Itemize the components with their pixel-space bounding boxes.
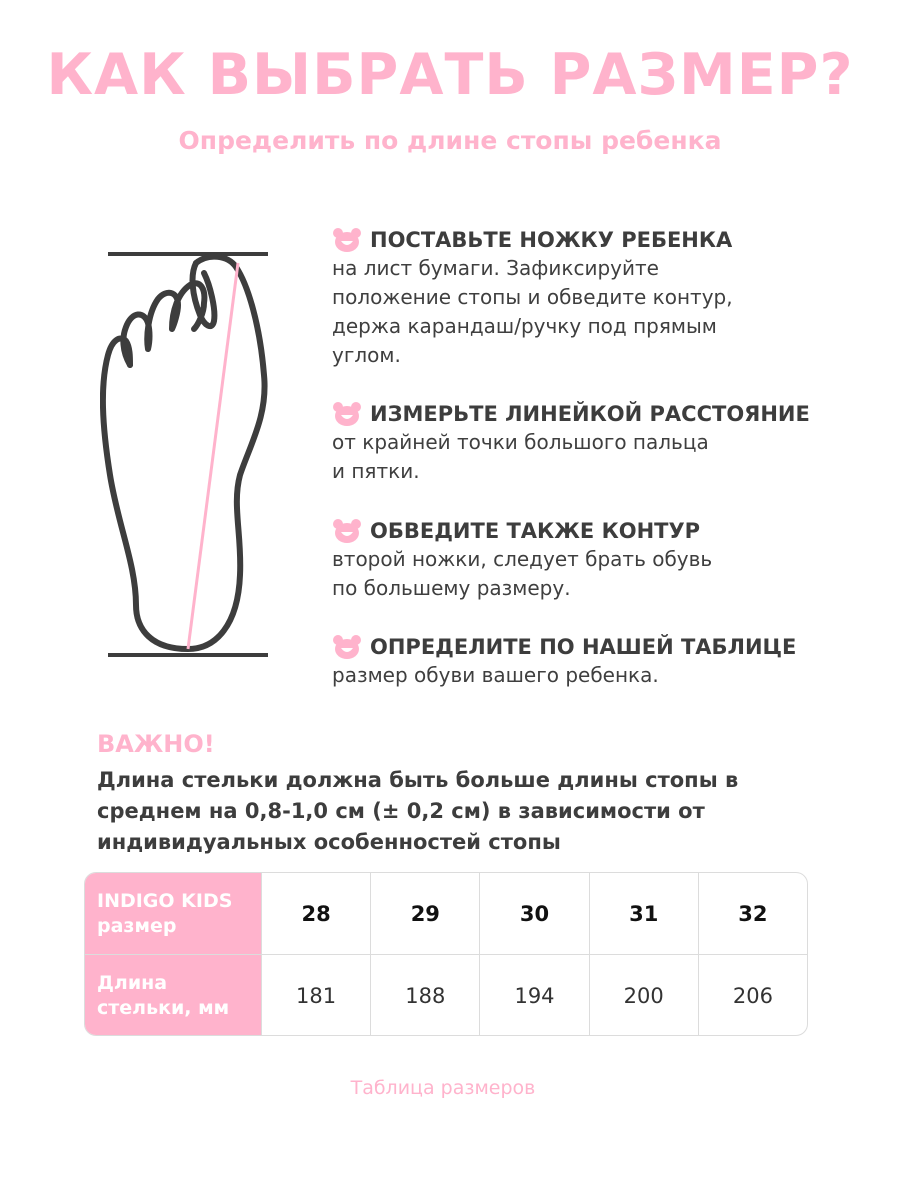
length-row-header	[85, 955, 261, 1036]
step-3-heading: ОБВЕДИТЕ ТАКЖЕ КОНТУР	[370, 519, 701, 543]
length-cell: 188	[370, 955, 479, 1036]
bear-head-icon	[332, 634, 362, 660]
size-cell: 29	[370, 873, 479, 954]
step-1-heading: ПОСТАВЬТЕ НОЖКУ РЕБЕНКА	[370, 228, 733, 252]
size-row-header-line1: INDIGO KIDS	[97, 889, 233, 912]
length-cell: 200	[589, 955, 698, 1036]
important-text: Длина стельки должна быть больше длины стопы в среднем на 0,8-1,0 см (± 0,2 см) в зависимости от индивидуальных особенностей стопы	[97, 768, 739, 854]
length-row-header-line1: Длина	[97, 971, 168, 994]
table-caption: Таблица размеров	[350, 1077, 536, 1099]
step-4-text: размер обуви вашего ребенка.	[332, 663, 659, 687]
size-row-header	[85, 873, 261, 954]
length-cell: 206	[698, 955, 807, 1036]
page-subtitle: Определить по длине стопы ребенка	[178, 126, 722, 155]
size-cell: 31	[589, 873, 698, 954]
length-row	[85, 954, 807, 1036]
step-3-text: второй ножки, следует брать обувь по большему размеру.	[332, 547, 713, 600]
size-row-header-line2: размер	[97, 914, 177, 937]
length-cell: 194	[479, 955, 588, 1036]
size-cell: 30	[479, 873, 588, 954]
step-4	[332, 633, 852, 690]
step-2	[332, 400, 852, 486]
length-cell: 181	[261, 955, 370, 1036]
page-title: КАК ВЫБРАТЬ РАЗМЕР?	[46, 42, 854, 108]
step-2-text: от крайней точки большого пальца и пятки.	[332, 430, 709, 483]
step-1	[332, 226, 852, 370]
important-title: ВАЖНО!	[97, 730, 215, 758]
size-table	[84, 872, 808, 1036]
step-4-heading: ОПРЕДЕЛИТЕ ПО НАШЕЙ ТАБЛИЦЕ	[370, 635, 797, 659]
size-row	[85, 873, 807, 954]
size-cell: 28	[261, 873, 370, 954]
step-2-heading: ИЗМЕРЬТЕ ЛИНЕЙКОЙ РАССТОЯНИЕ	[370, 402, 810, 426]
step-3	[332, 517, 852, 603]
step-1-text: на лист бумаги. Зафиксируйте положение стопы и обведите контур, держа карандаш/ручку под прямым углом.	[332, 256, 733, 367]
bear-head-icon	[332, 401, 362, 427]
size-cell: 32	[698, 873, 807, 954]
length-row-header-line2: стельки, мм	[97, 996, 230, 1019]
bear-head-icon	[332, 518, 362, 544]
bear-head-icon	[332, 227, 362, 253]
foot-outline-icon	[100, 245, 280, 665]
